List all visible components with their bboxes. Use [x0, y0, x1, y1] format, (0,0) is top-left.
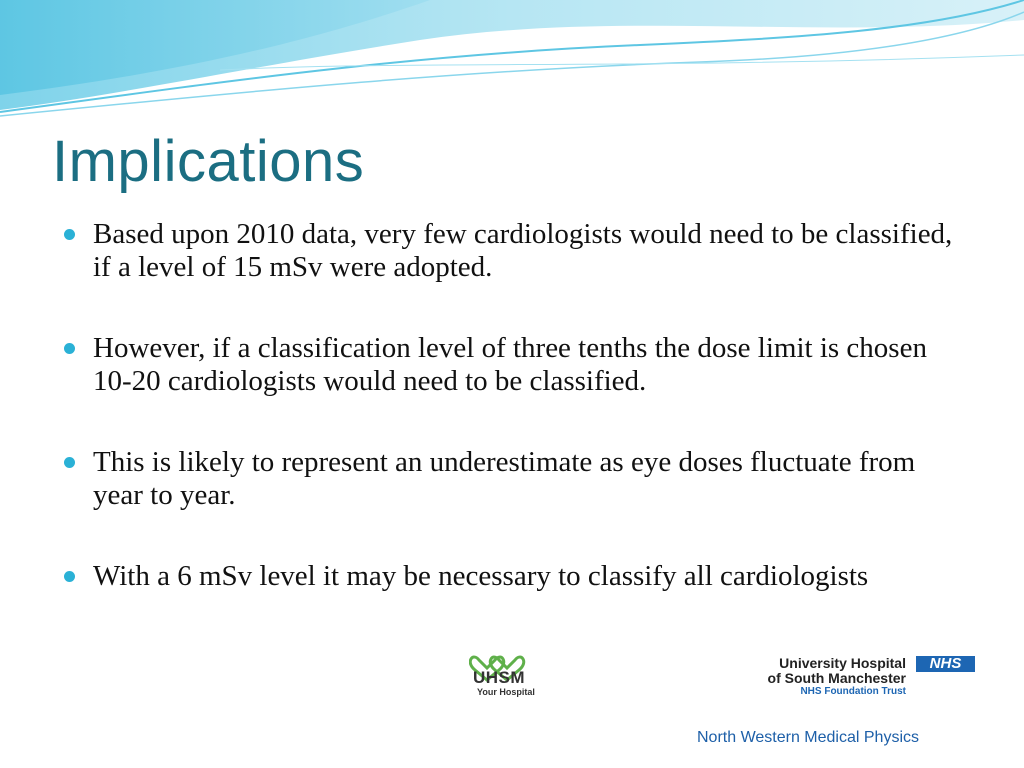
bullet-item	[60, 560, 970, 593]
bullet-item	[60, 332, 970, 398]
bullet-item	[60, 218, 970, 284]
header-wave-decoration	[0, 0, 1024, 120]
trust-name: NHS Foundation Trust	[800, 686, 906, 697]
hospital-logo-banner	[427, 632, 1008, 718]
uhsm-logo-text: UHSM	[473, 668, 526, 687]
bullet-item	[60, 446, 970, 512]
footer-text: North Western Medical Physics	[697, 729, 919, 746]
bullet-text: However, if a classification level of three tenths the dose limit is chosen 10-20 cardiologists would need to be classified.	[93, 332, 927, 397]
bullet-dot-icon	[64, 343, 75, 354]
hospital-name	[712, 656, 906, 686]
bullet-text: Based upon 2010 data, very few cardiologists would need to be classified, if a level of 15 mSv were adopted.	[93, 218, 953, 283]
bullet-list	[60, 218, 970, 593]
bullet-text: With a 6 mSv level it may be necessary to classify all cardiologists	[93, 560, 869, 592]
hospital-name-line1: University Hospital	[779, 655, 906, 671]
uhsm-tagline: Your Hospital	[477, 687, 535, 697]
bullet-dot-icon	[64, 457, 75, 468]
bullet-dot-icon	[64, 571, 75, 582]
bullet-dot-icon	[64, 229, 75, 240]
slide-title: Implications	[52, 129, 365, 194]
hospital-name-line2: of South Manchester	[767, 670, 906, 686]
bullet-text: This is likely to represent an underestimate as eye doses fluctuate from year to year.	[93, 446, 916, 511]
nhs-logo: NHS	[916, 656, 975, 672]
